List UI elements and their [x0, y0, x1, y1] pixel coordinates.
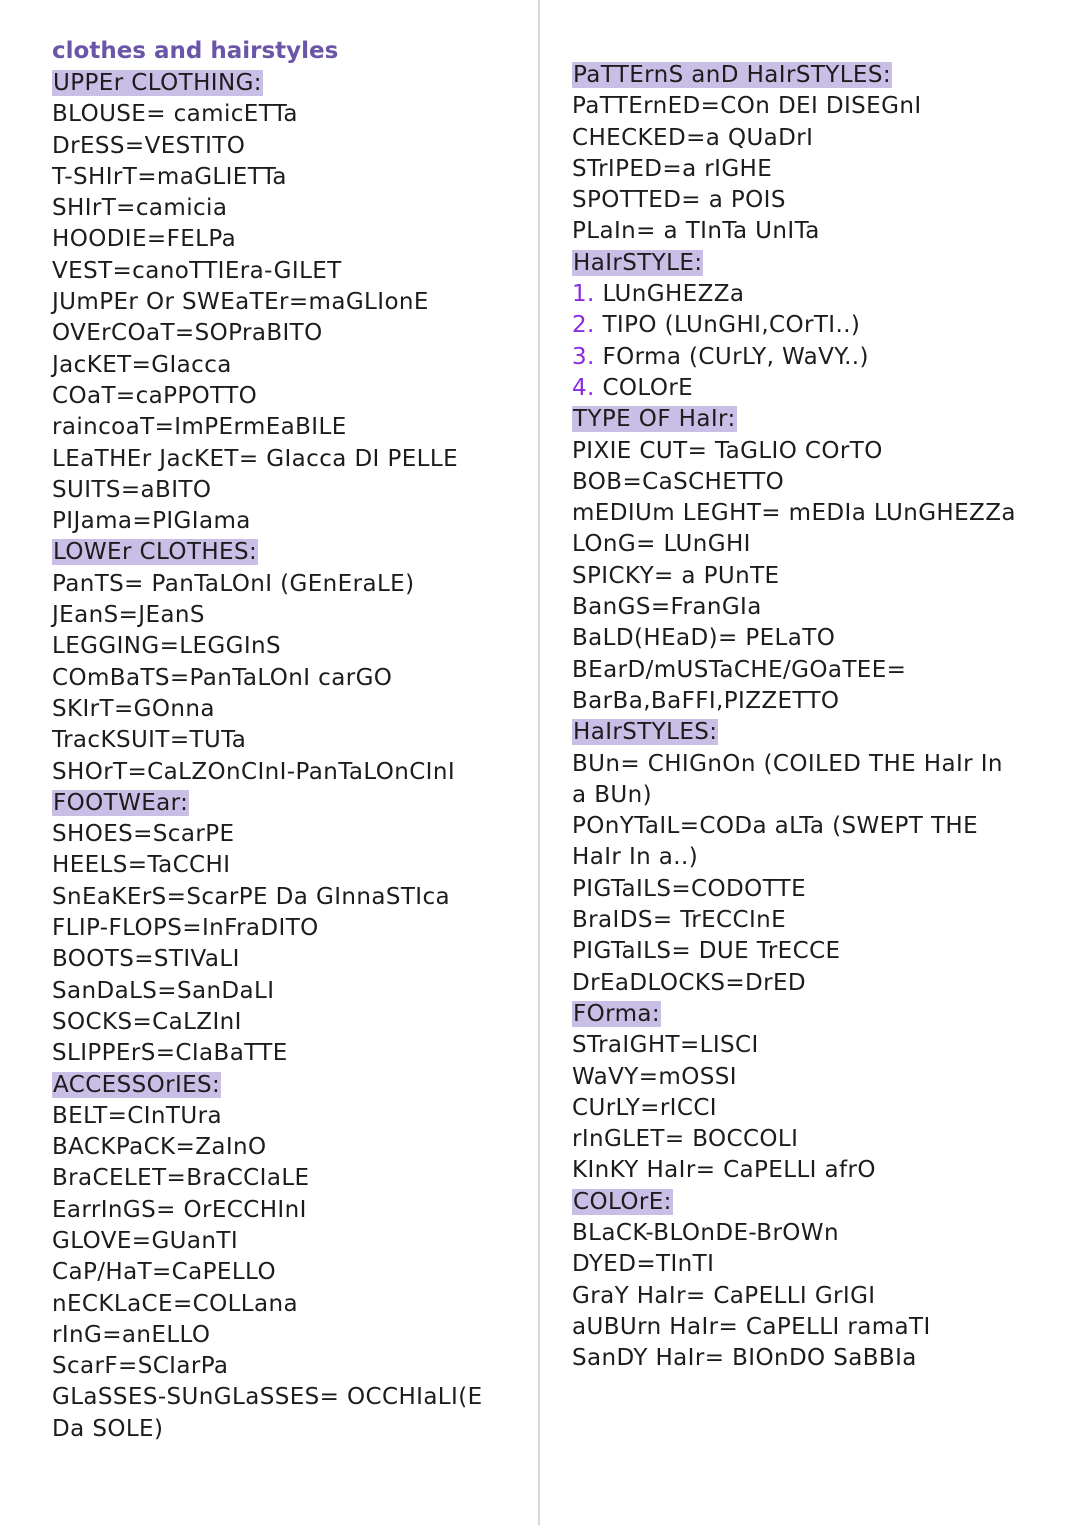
vocab-line — [52, 162, 483, 193]
vocab-line — [52, 256, 483, 287]
vocab-text: HEELS=TaCCHI — [52, 852, 231, 879]
vocab-text: PIJama=PIGIama — [52, 508, 251, 535]
vocab-line — [52, 1163, 483, 1194]
vocab-text: SKIrT=GOnna — [52, 695, 215, 722]
vocab-text: SUITS=aBITO — [52, 476, 212, 503]
vocab-line — [572, 91, 1016, 122]
vocab-line — [572, 1030, 1016, 1061]
vocab-text: FLIP-FLOPS=InFraDITO — [52, 915, 319, 942]
vocab-text: SLIPPErS=CIaBaTTE — [52, 1040, 288, 1067]
section-heading — [572, 1187, 1016, 1218]
vocab-line — [572, 123, 1016, 154]
section-heading-text: ACCESSOrIES: — [53, 1071, 221, 1098]
vocab-text: SnEaKErS=ScarPE Da GInnaSTIca — [52, 883, 450, 910]
vocab-line — [52, 193, 483, 224]
vocab-line — [572, 686, 1016, 717]
section-heading-text: PaTTErnS anD HaIrSTYLES: — [573, 62, 892, 88]
vocab-text: CaP/HaT=CaPELLO — [52, 1259, 276, 1286]
vocab-text: VEST=canoTTIEra-GILET — [52, 257, 342, 284]
vocab-line — [52, 224, 483, 255]
vocab-text: raincoaT=ImPErmEaBILE — [52, 414, 347, 441]
vocab-text: POnYTaIL=CODa aLTa (SWEPT THE — [572, 813, 979, 840]
vocab-line — [572, 561, 1016, 592]
vocab-text: DrESS=VESTITO — [52, 132, 246, 159]
vocab-text: DrEaDLOCKS=DrED — [572, 969, 807, 996]
vocab-text: Da SOLE) — [52, 1415, 164, 1442]
section-heading — [52, 788, 483, 819]
vocab-line — [572, 749, 1016, 780]
vocab-text: WaVY=mOSSI — [572, 1063, 737, 1090]
vocab-line — [52, 1101, 483, 1132]
vocab-line — [52, 1132, 483, 1163]
vocab-text: PIXIE CUT= TaGLIO COrTO — [572, 437, 883, 464]
vocab-line — [52, 444, 483, 475]
vocab-text: PIGTaILS= DUE TrECCE — [572, 938, 841, 965]
vocab-text: nECKLaCE=COLLana — [52, 1290, 298, 1317]
vocab-line — [572, 968, 1016, 999]
vocab-line — [572, 1343, 1016, 1374]
vocab-text: aUBUrn HaIr= CaPELLI ramaTI — [572, 1313, 931, 1340]
vocab-line — [572, 936, 1016, 967]
vocab-line — [52, 1195, 483, 1226]
vocab-text: HaIr In a..) — [572, 844, 699, 871]
section-heading — [572, 60, 1016, 91]
vocab-line — [52, 1226, 483, 1257]
vocab-line — [52, 569, 483, 600]
vocab-text: SanDY HaIr= BIOnDO SaBBIa — [572, 1345, 917, 1372]
vocab-text: BOOTS=STIVaLI — [52, 946, 240, 973]
vocab-line — [52, 506, 483, 537]
vocab-text: SPOTTED= a POIS — [572, 187, 786, 214]
section-heading-text: TYPE OF HaIr: — [573, 406, 736, 433]
vocab-text: TracKSUIT=TUTa — [52, 727, 247, 754]
vocab-line — [572, 1249, 1016, 1280]
vocab-line — [52, 757, 483, 788]
vocab-text: BLaCK-BLOnDE-BrOWn — [572, 1219, 839, 1246]
vocab-text: BELT=CInTUra — [52, 1102, 222, 1129]
vocab-text: HOODIE=FELPa — [52, 226, 237, 253]
section-heading-text: FOrma: — [573, 1000, 661, 1027]
vocab-line — [572, 498, 1016, 529]
right-vocab-list — [572, 60, 1016, 1374]
vocab-text: rInGLET= BOCCOLI — [572, 1126, 799, 1153]
vocab-text: DYED=TInTI — [572, 1251, 715, 1278]
vocab-text: COaT=caPPOTTO — [52, 382, 258, 409]
vocab-line — [572, 874, 1016, 905]
vocab-line — [52, 1382, 483, 1413]
section-heading-text: HaIrSTYLE: — [573, 249, 703, 276]
vocab-line — [52, 1038, 483, 1069]
vocab-text: COmBaTS=PanTaLOnI carGO — [52, 664, 393, 691]
list-number: 3. — [572, 343, 595, 370]
vocab-text: GraY HaIr= CaPELLI GrIGI — [572, 1282, 876, 1309]
vocab-line — [572, 373, 1016, 404]
vocab-text: JUmPEr Or SWEaTEr=maGLIonE — [52, 289, 429, 316]
vocab-line — [52, 287, 483, 318]
vocab-line — [52, 1414, 483, 1445]
vocab-line — [572, 780, 1016, 811]
section-heading — [572, 404, 1016, 435]
vocab-text: GLaSSES-SUnGLaSSES= OCCHIaLI(E — [52, 1384, 483, 1411]
vocab-line — [572, 154, 1016, 185]
vocab-text: BLOUSE= camicETTa — [52, 101, 298, 128]
section-heading — [52, 68, 483, 99]
vocab-line — [572, 842, 1016, 873]
vocab-text: mEDIUm LEGHT= mEDIa LUnGHEZZa — [572, 500, 1016, 527]
vocab-text: BraCELET=BraCCIaLE — [52, 1165, 310, 1192]
vocab-text: SHOrT=CaLZOnCInI-PanTaLOnCInI — [52, 758, 456, 785]
vocab-text: PLaIn= a TInTa UnITa — [572, 218, 820, 245]
vocab-text: SOCKS=CaLZInI — [52, 1008, 242, 1035]
vocab-line — [572, 342, 1016, 373]
vocab-line — [572, 216, 1016, 247]
vocab-text: T-SHIrT=maGLIETTa — [52, 163, 287, 190]
vocab-line — [572, 1281, 1016, 1312]
vocab-text: TIPO (LUnGHI,COrTI..) — [594, 312, 861, 339]
vocab-text: BEarD/mUSTaCHE/GOaTEE= — [572, 656, 907, 683]
section-heading — [52, 537, 483, 568]
vocab-text: SHOES=ScarPE — [52, 821, 235, 848]
section-heading-text: HaIrSTYLES: — [573, 719, 718, 746]
vocab-line — [52, 99, 483, 130]
vocab-text: SanDaLS=SanDaLI — [52, 977, 275, 1004]
vocab-text: GLOVE=GUanTI — [52, 1227, 239, 1254]
vocab-line — [572, 467, 1016, 498]
list-number: 2. — [572, 312, 595, 339]
vocab-text: BACKPaCK=ZaInO — [52, 1134, 267, 1161]
vocab-text: SHIrT=camicia — [52, 195, 228, 222]
vocab-line — [52, 381, 483, 412]
vocab-text: BarBa,BaFFI,PIZZETTO — [572, 687, 840, 714]
left-vocab-list — [52, 68, 483, 1445]
vocab-text: PIGTaILS=CODOTTE — [572, 875, 807, 902]
vocab-text: CHECKED=a QUaDrI — [572, 124, 814, 151]
vocab-line — [572, 529, 1016, 560]
vocab-line — [572, 436, 1016, 467]
vocab-text: KInKY HaIr= CaPELLI afrO — [572, 1157, 876, 1184]
list-number: 1. — [572, 281, 595, 308]
list-number: 4. — [572, 374, 595, 401]
vocab-line — [52, 819, 483, 850]
vocab-line — [52, 1320, 483, 1351]
vocab-line — [572, 592, 1016, 623]
vocab-text: STraIGHT=LISCI — [572, 1032, 759, 1059]
vocab-line — [52, 850, 483, 881]
vocab-line — [572, 1155, 1016, 1186]
section-heading — [572, 999, 1016, 1030]
vocab-text: LEGGING=LEGGInS — [52, 633, 282, 660]
vocab-line — [52, 631, 483, 662]
vocab-line — [572, 1062, 1016, 1093]
vocab-text: JacKET=GIacca — [52, 351, 232, 378]
vocab-line — [572, 623, 1016, 654]
vocab-text: SPICKY= a PUnTE — [572, 562, 780, 589]
vocab-line — [52, 412, 483, 443]
vocab-text: BUn= CHIGnOn (COILED THE HaIr In — [572, 750, 1003, 777]
vocab-text: PaTTErnED=COn DEI DISEGnI — [572, 93, 922, 120]
vocab-line — [572, 655, 1016, 686]
vocab-text: OVErCOaT=SOPraBITO — [52, 320, 323, 347]
vocab-line — [52, 976, 483, 1007]
vocab-text: FOrma (CUrLY, WaVY..) — [594, 343, 869, 370]
section-heading — [52, 1070, 483, 1101]
vocab-line — [52, 475, 483, 506]
vocab-text: ScarF=SCIarPa — [52, 1353, 229, 1380]
section-heading-text: FOOTWEar: — [53, 789, 189, 816]
section-heading — [572, 717, 1016, 748]
vocab-text: BaLD(HEaD)= PELaTO — [572, 625, 836, 652]
vocab-line — [52, 1289, 483, 1320]
vocab-text: BraIDS= TrECCInE — [572, 907, 787, 934]
section-heading-text: LOWEr CLOTHES: — [53, 539, 258, 566]
section-heading-text: COLOrE: — [573, 1188, 672, 1215]
vocab-text: LOnG= LUnGHI — [572, 531, 751, 558]
vocab-line — [52, 1007, 483, 1038]
vocab-text: STrIPED=a rIGHE — [572, 155, 773, 182]
vocab-text: PanTS= PanTaLOnI (GEnEraLE) — [52, 570, 415, 597]
vocab-line — [52, 131, 483, 162]
vocab-line — [572, 905, 1016, 936]
vocab-line — [52, 663, 483, 694]
vocab-line — [52, 694, 483, 725]
vocab-line — [52, 1351, 483, 1382]
vocab-text: BOB=CaSCHETTO — [572, 468, 785, 495]
vocab-line — [572, 1093, 1016, 1124]
vocab-line — [52, 318, 483, 349]
section-heading — [572, 248, 1016, 279]
vocab-line — [572, 1218, 1016, 1249]
vocab-text: LUnGHEZZa — [594, 281, 745, 308]
vocab-line — [52, 913, 483, 944]
vocab-line — [572, 185, 1016, 216]
vocab-text: BanGS=FranGIa — [572, 594, 762, 621]
vocab-text: CUrLY=rICCI — [572, 1094, 717, 1121]
column-divider — [538, 0, 540, 1525]
vocab-line — [52, 944, 483, 975]
vocab-text: LEaTHEr JacKET= GIacca DI PELLE — [52, 445, 459, 472]
vocab-line — [52, 350, 483, 381]
vocab-line — [52, 1257, 483, 1288]
vocab-line — [52, 725, 483, 756]
section-heading-text: UPPEr CLOTHING: — [53, 70, 262, 96]
vocab-line — [572, 811, 1016, 842]
vocab-text: a BUn) — [572, 781, 652, 808]
page-title: clothes and hairstyles — [52, 38, 339, 64]
vocab-line — [572, 279, 1016, 310]
vocab-text: rInG=anELLO — [52, 1321, 211, 1348]
vocab-line — [572, 310, 1016, 341]
vocab-text: JEanS=JEanS — [52, 602, 205, 629]
vocab-line — [52, 882, 483, 913]
vocab-text: COLOrE — [594, 374, 694, 401]
vocab-line — [572, 1124, 1016, 1155]
vocab-line — [52, 600, 483, 631]
vocab-text: EarrInGS= OrECCHInI — [52, 1196, 307, 1223]
vocab-line — [572, 1312, 1016, 1343]
